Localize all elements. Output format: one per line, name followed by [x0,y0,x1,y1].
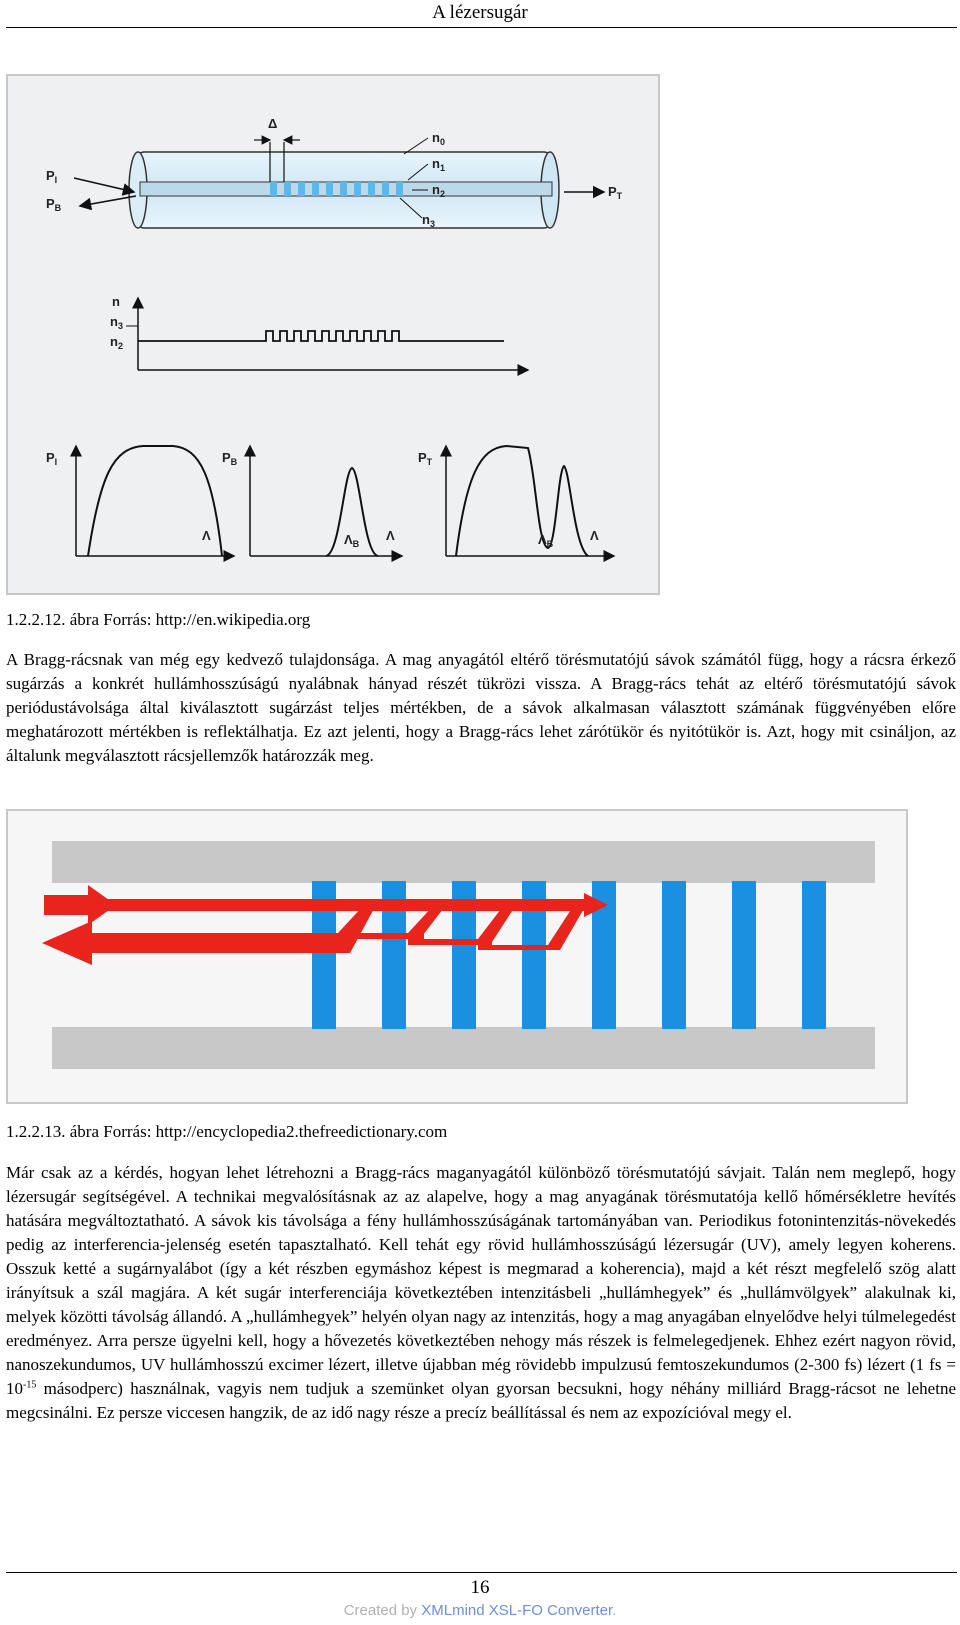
bragg-reflection-svg [8,811,906,1102]
p-b-label: P [46,196,55,211]
svg-text:ΛB: $\Lambda_B$ [538,532,554,549]
converter-credit-link[interactable]: XMLmind XSL-FO Converter [421,1602,613,1619]
p-t-label: P [608,184,617,199]
axis-n3-label: n [110,314,118,329]
svg-text:PT: $P_T$ [418,450,433,467]
spectrum2-lambda-label: Λ [386,528,395,543]
p-i-label: P [46,168,55,183]
svg-text:n0: $n_0$ [432,130,445,147]
paragraph-grating-fabrication: Már csak az a kérdés, hogyan lehet létrehozni a Bragg-rács maganyagától különböző törésmutatójú sávjait. Talán nem meglepő, hogy lézersugár segítségével. A technikai megvalósításnak az az alapelve, hogy a mag anyagának törésmutatója kellő hőmérsékletre hevítés hatására megváltoztatható. A sávok kis távolsága a fény hullámhosszúságának tartományában van. Periodikus fotonintenzitás-növekedés pedig az interferencia-jelenség esetén tapasztalható. Kell tehát egy rövid hullámhosszúságú lézersugár (UV), amely legyen koherens. Osszuk ketté a sugárnyalábot (így a két részben egymáshoz képest is megmarad a koherencia), majd a két részt megfelelő szög alatt irányítsuk a szál magjára. A két sugár interferenciája következtében intenzitásbeli „hullámhegyek” és „hullámvölgyek” alakulnak ki, melyek közötti távolság állandó. A „hullámhegyek” helyén olyan nagy az intenzitás, hogy a mag anyagában elnyelődve helyi túlmelegedést eredményez. Arra persze ügyelni kell, hogy a hővezetés következtében nehogy más részek is felmelegedjenek. Ehhez ezért nagyon rövid, nanoszekundumos, UV hullámhosszú excimer lézert, illetve újabban még rövidebb impulzusú femtoszekundumos (2-300 fs) lézert (1 fs = $10^{-15}$ másodperc) használnak, vagyis nem tudjuk a szemünket olyan gyorsan becsukni, hogy néhány milliárd Bragg-rácsot ne lehetne megcsinálni. Ez persze viccesen hangzik, de az idő nagy része a precíz beállítással és nem az expozícióval megy el. [6,1163,956,1422]
spectrum-pt-label: P [418,450,427,465]
paragraph-bragg-property: A Bragg-rácsnak van még egy kedvező tulajdonsága. A mag anyagától eltérő törésmutatójú sávok számától függ, hogy a rácsra érkező sugárzás a konkrét hullámhosszúságú nyalábnak hányad részét tükrözi vissza. A Bragg-rács tehát az eltérő törésmutatójú sávok periódustávolsága által kiválasztott sugárzást teljes mértékben, de a sávok alkalmasan választott számának függvényében előre meghatározott mértékben is reflektálhatja. Ez azt jelenti, hogy a Bragg-rács lehet zárótükör és nyitótükör is. Azt, hogy mit csináljon, az általunk megválasztott rácsjellemzők határozzák meg. [6,650,956,765]
n0-label: n [432,130,440,145]
svg-text:PI: $P_I$ [46,168,58,185]
svg-text:PB: $P_B$ [46,196,62,213]
spectrum3-lambda-b-label: Λ [538,532,547,547]
n1-label: n [432,156,440,171]
svg-text:n3: $n_3$ [422,212,435,229]
axis-n2-label: n [110,334,118,349]
svg-text:n2: $n_2$ [110,334,123,351]
bragg-grating-diagram-svg [8,76,658,593]
exponent-superscript: -15 [23,1379,37,1391]
spectrum2-lambda-b-label: Λ [344,532,353,547]
header-divider [6,27,957,28]
spectrum-pb-label: P [222,450,231,465]
svg-text:PT: $P_T$ [608,184,623,201]
n3-label: n [422,212,430,227]
spectrum1-lambda-label: Λ [202,528,211,543]
footer-divider [6,1572,957,1573]
bragg-grating-diagram [6,74,660,595]
svg-text:n1: $n_1$ [432,156,445,173]
svg-text:n2: $n_2$ [432,182,445,199]
svg-text:ΛB: $\Lambda_B$ [344,532,360,549]
cladding-bottom [52,1027,875,1069]
svg-text:n3: $n_3$ [110,314,123,331]
figure2-caption: 1.2.2.13. ábra Forrás: http://encyclopedia2.thefreedictionary.com [6,1122,448,1141]
axis-n-label: n [112,294,120,309]
cladding-top [52,841,875,883]
spectrum-pi-label: P [46,450,55,465]
page-header-title: A lézersugár [432,2,528,23]
svg-text:PB: $P_B$ [222,450,238,467]
delta-label: Δ [268,116,278,131]
page-number: 16 [470,1577,490,1598]
spectrum3-lambda-label: Λ [590,528,599,543]
figure1-caption: 1.2.2.12. ábra Forrás: http://en.wikipedia.org [6,610,311,629]
svg-text:PI: $P_I$ [46,450,58,467]
n2-label: n [432,182,440,197]
converter-credit: Created by XMLmind XSL-FO Converter. [343,1602,617,1619]
bragg-reflection-diagram [6,809,908,1104]
